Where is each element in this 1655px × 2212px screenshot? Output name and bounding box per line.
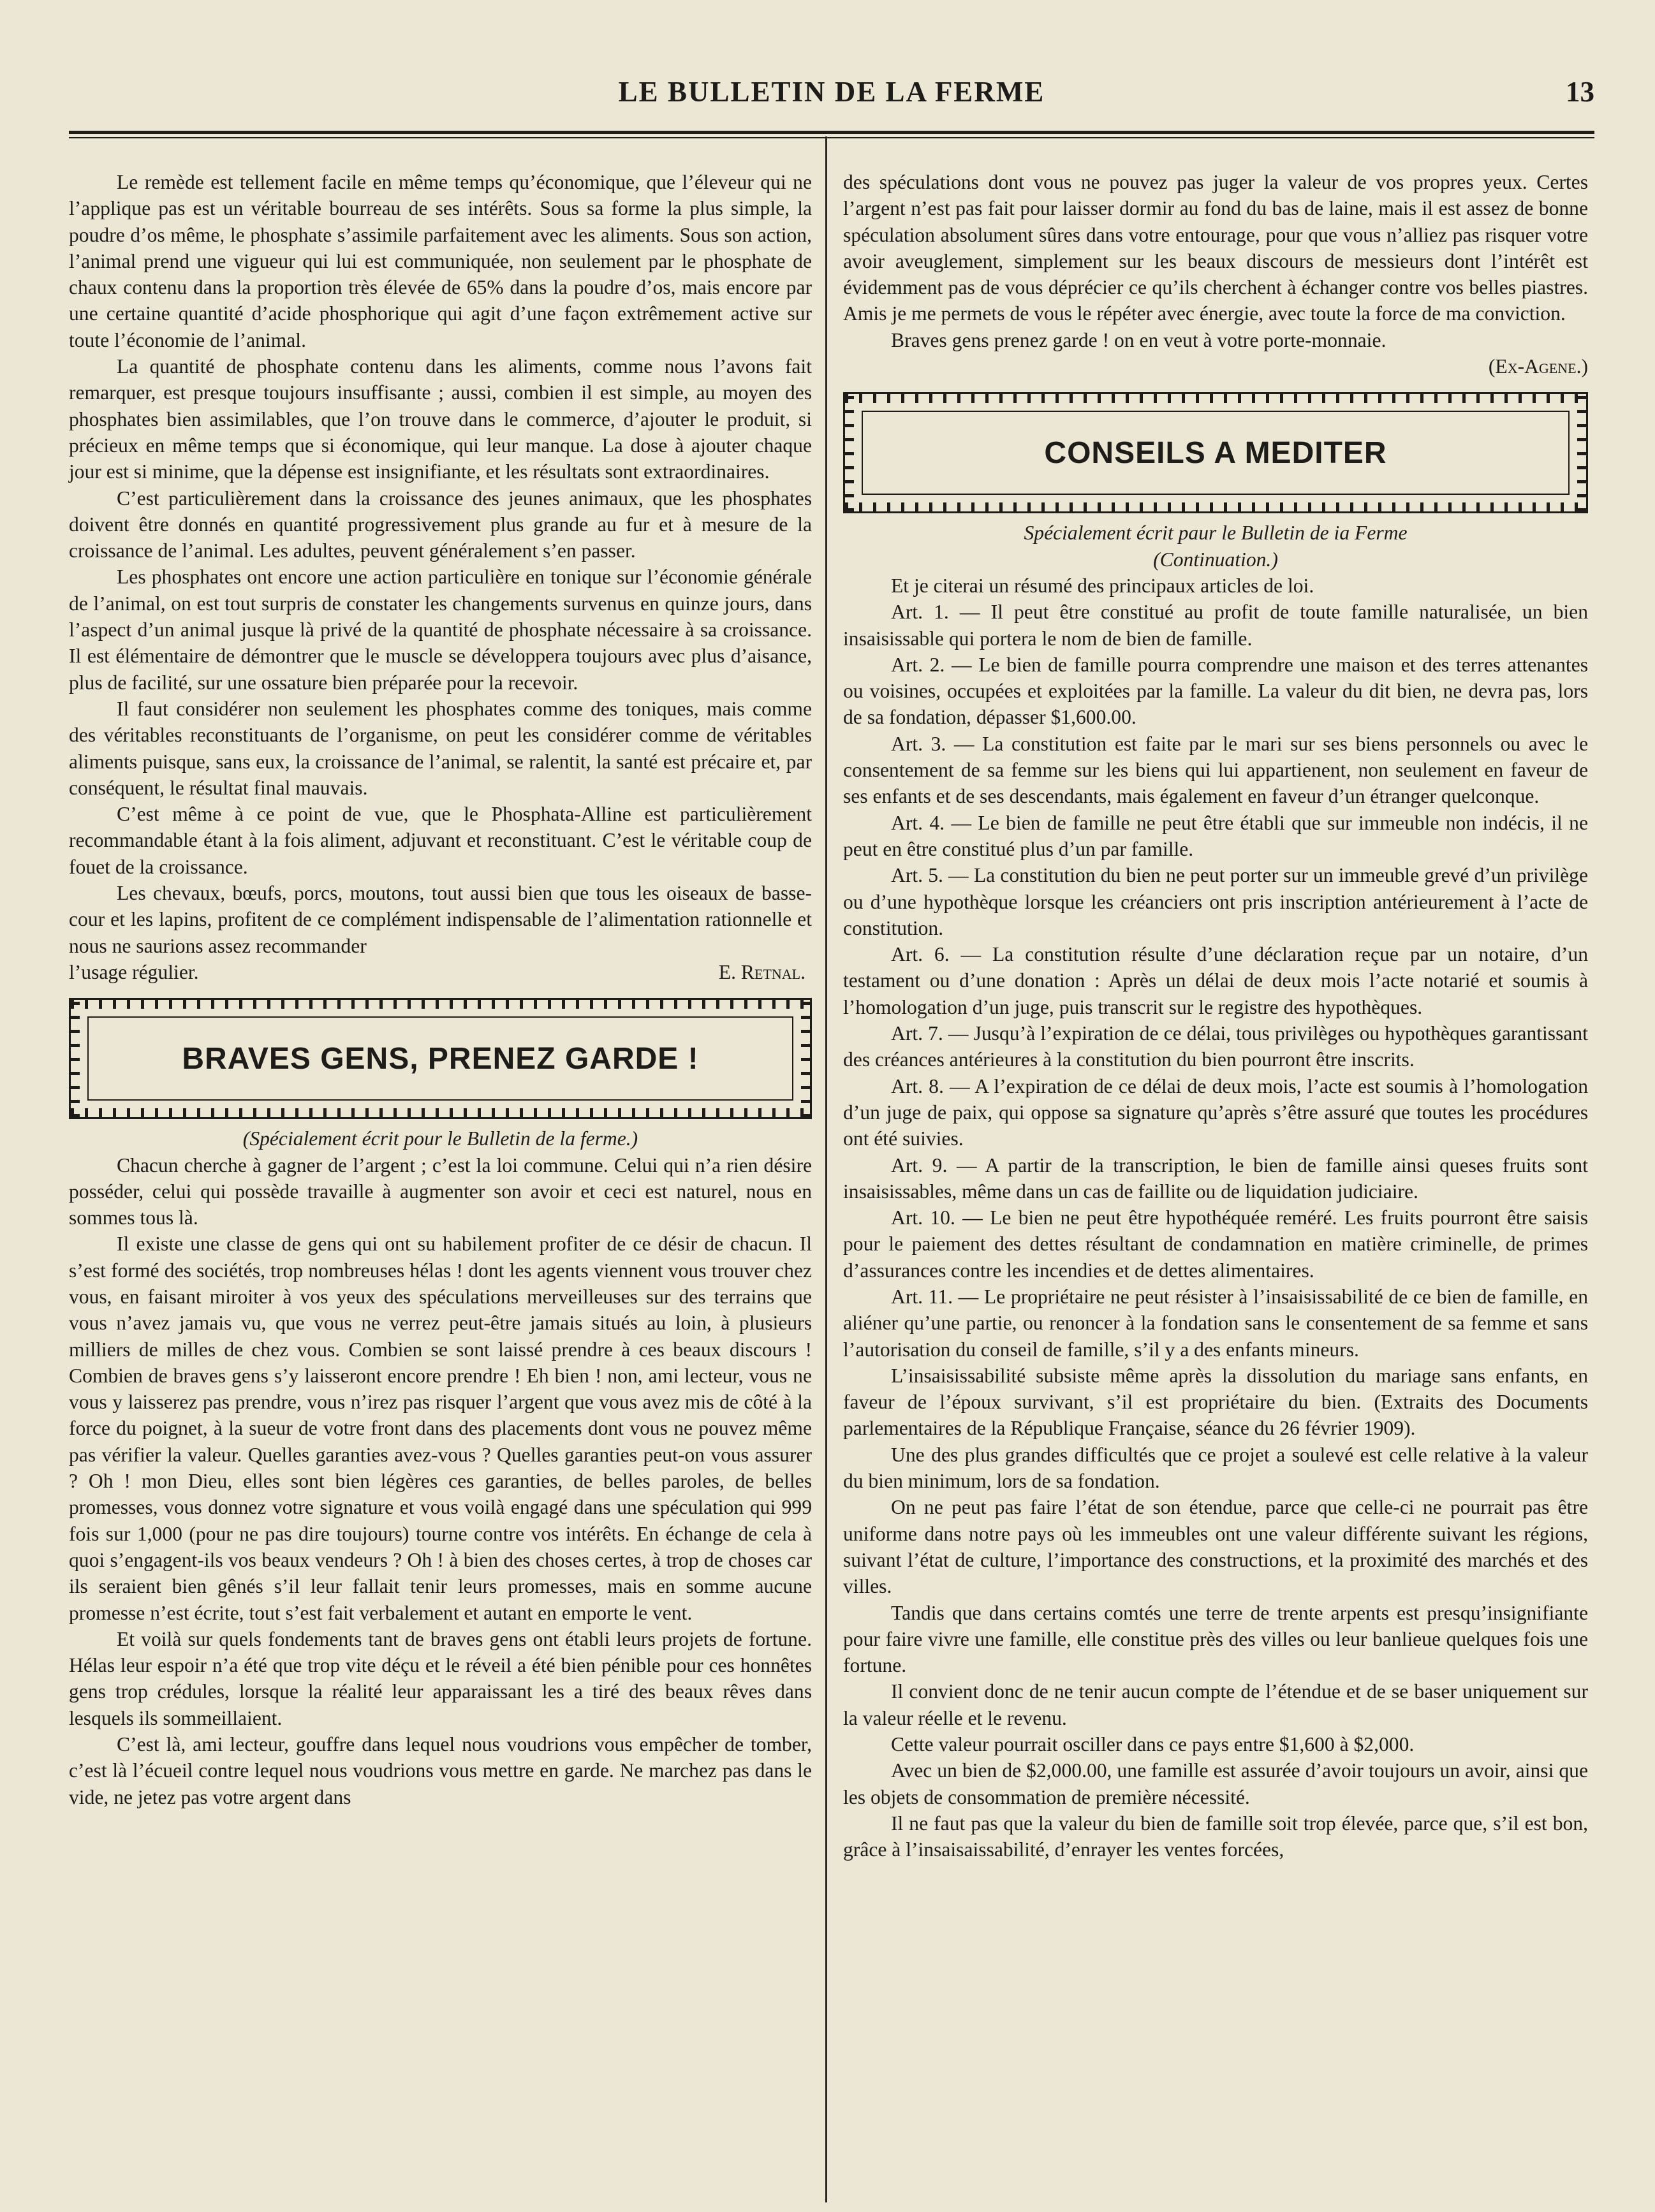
paragraph: On ne peut pas faire l’état de son étendue, parce que celle-ci ne pourrait pas être uniforme dans notre pays où les immeubles ont une valeur différente suivant les régions, suivant l’état de culture, l’importance des constructions, et la proximité des marchés et des villes. [843, 1496, 1588, 1598]
paragraph: Art. 7. — Jusqu’à l’expiration de ce délai, tous privilèges ou hypothèques garantissant des créances antérieures à la constitution du bien pourront être inscrits. [843, 1022, 1588, 1071]
paragraph: Il ne faut pas que la valeur du bien de famille soit trop élevée, parce que, s’il est bon, grâce à l’insaisaissabilité, d’enrayer les ventes forcées, [843, 1812, 1588, 1861]
paragraph: Art. 2. — Le bien de famille pourra comprendre une maison et des terres attenantes ou voisines, occupées et exploitées par la famille. La valeur du dit bien, ne devra pas, lors de sa fondation, dépasser $1,600.00. [843, 653, 1588, 729]
paragraph: Art. 1. — Il peut être constitué au profit de toute famille naturalisée, un bien insaisissable qui portera le nom de bien de famille. [843, 601, 1588, 650]
masthead-title: LE BULLETIN DE LA FERME [618, 76, 1045, 108]
paragraph: Art. 4. — Le bien de famille ne peut être établi que sur immeuble non indécis, il ne peut en être constitué plus d’un par famille. [843, 811, 1588, 860]
paragraph: Cette valeur pourrait osciller dans ce pays entre $1,600 à $2,000. [891, 1733, 1415, 1756]
author-signature: (Ex-Agene.) [1488, 355, 1588, 378]
left-column [69, 169, 812, 1810]
continuation-note: (Continuation.) [1153, 548, 1278, 571]
article-title: BRAVES GENS, PRENEZ GARDE ! [182, 1041, 699, 1076]
page-number: 13 [1566, 76, 1594, 108]
article-title: CONSEILS A MEDITER [1044, 436, 1387, 470]
last-line: l’usage régulier. [69, 960, 199, 983]
article-title-box [843, 392, 1588, 513]
header-rule [69, 131, 1594, 138]
article-title-frame [87, 1016, 793, 1101]
paragraph: Art. 6. — La constitution résulte d’une déclaration reçue par un notaire, d’un testament ou d’une donation : Après un délai de deux mois l’acte notarié et soumis à l’homologation d’un juge, puis transcrit sur le registre des hypothèques. [843, 943, 1588, 1018]
paragraph: Les chevaux, bœufs, porcs, moutons, tout aussi bien que tous les oiseaux de basse-cour et les lapins, profitent de ce complément indispensable de l’alimentation rationnelle et nous ne saurions assez recommander [69, 882, 812, 957]
paragraph: Art. 10. — Le bien ne peut être hypothéquée reméré. Les fruits pourront être saisis pour le paiement des dettes résultant de condamnation en matière criminelle, de primes d’assurances contre les incendies et de dettes alimentaires. [843, 1206, 1588, 1282]
paragraph: des spéculations dont vous ne pouvez pas juger la valeur de vos propres yeux. Certes l’argent n’est pas fait pour laisser dormir au fond du bas de laine, mais il est assez de bonne spéculation absolument sûres dans votre entourage, pour que vous n’alliez pas risquer votre avoir aveuglement, simplement sur les beaux discours de messieurs dont l’intérêt est évidemment pas de vous déprécier ce qu’ils cherchent à échanger contre vos belles piastres. Amis je me permets de vous le répéter avec énergie, avec toute la force de ma conviction. [843, 171, 1588, 325]
paragraph: C’est là, ami lecteur, gouffre dans lequel nous voudrions vous empêcher de tomber, c’est là l’écueil contre lequel nous voudrions vous mettre en garde. Ne marchez pas dans le vide, ne jetez pas votre argent dans [69, 1733, 812, 1808]
paragraph: Il existe une classe de gens qui ont su habilement profiter de ce désir de chacun. Il s’est formé des sociétés, trop nombreuses hélas ! dont les agents viennent vous trouver chez vous, en faisant miroiter à vos yeux des spéculations merveilleuses sur des terrains que vous n’avez jamais vu, que vous ne verrez peut-être jamais situés au loin, à plusieurs milliers de milles de chez vous. Combien se sont laissé prendre à ces beaux discours ! Combien de braves gens s’y laisseront encore prendre ! Eh bien ! non, ami lecteur, vous ne vous y laisserez pas prendre, vous n’irez pas risquer l’argent que vous avez mis de côté à la force du poignet, à la sueur de votre front dans des placements dont vous ne pouvez même pas vérifier la valeur. Quelles garanties avez-vous ? Quelles garanties peut-on vous assurer ? Oh ! mon Dieu, elles sont bien légères ces garanties, de belles paroles, de belles promesses, vous donnez votre signature et vous voilà engagé dans une spéculation qui 999 fois sur 1,000 (pour ne pas dire toujours) tourne contre vos intérêts. En échange de cela à quoi s’engagent-ils vos beaux vendeurs ? Oh ! à bien des choses certes, à trop de choses car ils seraient bien gênés s’il leur fallait tenir leurs promesses, mais en somme aucune promesse n’est écrite, tout s’est fait verbalement et autant en emporte le vent. [69, 1233, 812, 1624]
column-divider [825, 136, 827, 2202]
paragraph: Il faut considérer non seulement les phosphates comme des toniques, mais comme des véritables reconstituants de l’organisme, on peut les considérer comme de véritables aliments puisque, sans eux, la croissance de l’animal, se ralentit, la santé est précaire et, par conséquent, le résultat final mauvais. [69, 697, 812, 799]
paragraph: Les phosphates ont encore une action particulière en tonique sur l’économie générale de l’animal, on est tout surpris de constater les changements survenus en quinze jours, dans l’aspect d’un animal jusque là privé de la quantité de phosphate nécessaire à sa croissance. Il est élémentaire de démontrer que le muscle se développera toujours avec plus d’aisance, plus de facilité, sur une ossature bien préparée pour la recevoir. [69, 566, 812, 694]
paragraph: Art. 9. — A partir de la transcription, le bien de famille ainsi queses fruits sont insaisissables, même dans un cas de faillite ou de liquidation judiciaire. [843, 1154, 1588, 1203]
article-title-box [69, 998, 812, 1119]
article-subtitle: Spécialement écrit paur le Bulletin de ia Ferme [1024, 522, 1408, 545]
author-signature: E. Retnal. [718, 960, 805, 983]
paragraph: Le remède est tellement facile en même temps qu’économique, que l’éleveur qui ne l’applique pas est un véritable bourreau de ses intérêts. Sous sa forme la plus simple, la poudre d’os même, le phosphate s’assimile parfaitement avec les aliments. Sous son action, l’animal prend une vigueur qui lui est communiquée, non seulement par le phosphate de chaux contenu dans la proportion très élevée de 65% dans la poudre d’os, mais encore par une certaine quantité d’acide phosphorique qui agit d’une façon extrêmement active sur toute l’économie de l’animal. [69, 171, 812, 351]
paragraph: Braves gens prenez garde ! on en veut à votre porte-monnaie. [891, 328, 1387, 351]
paragraph: C’est même à ce point de vue, que le Phosphata-Alline est particulièrement recommandable étant à la fois aliment, adjuvant et reconstituant. C’est le véritable coup de fouet de la croissance. [69, 803, 812, 878]
paragraph: Chacun cherche à gagner de l’argent ; c’est la loi commune. Celui qui n’a rien désire posséder, celui qui possède travaille à augmenter son avoir et ceci est naturel, nous en sommes tous là. [69, 1154, 812, 1229]
paragraph: Une des plus grandes difficultés que ce projet a soulevé est celle relative à la valeur du bien minimum, lors de sa fondation. [843, 1443, 1588, 1493]
paragraph: Art. 8. — A l’expiration de ce délai de deux mois, l’acte est soumis à l’homologation d’un juge de paix, qui oppose sa signature qu’après s’être assuré que toutes les procédures ont été suivies. [843, 1074, 1588, 1150]
paragraph: Tandis que dans certains comtés une terre de trente arpents est presqu’insignifiante pour faire vivre une famille, elle constitue près des villes ou leur banlieue quelques fois une fortune. [843, 1601, 1588, 1677]
signature-line [69, 959, 812, 985]
paragraph: C’est particulièrement dans la croissance des jeunes animaux, que les phosphates doivent être donnés en quantité progressivement plus grande au fur et à mesure de la croissance de l’animal. Les adultes, peuvent généralement s’en passer. [69, 487, 812, 562]
paragraph: Il convient donc de ne tenir aucun compte de l’étendue et de se baser uniquement sur la valeur réelle et le revenu. [843, 1680, 1588, 1729]
article-subtitle: (Spécialement écrit pour le Bulletin de la ferme.) [242, 1127, 638, 1150]
paragraph: Art. 5. — La constitution du bien ne peut porter sur un immeuble grevé d’un privilège ou d’une hypothèque lorsque les créanciers ont pris inscription antérieurement à l’acte de constitution. [843, 864, 1588, 939]
paragraph: Art. 11. — Le propriétaire ne peut résister à l’insaisissabilité de ce bien de famille, en aliéner qu’une partie, ou renoncer à la fondation sans le consentement de sa femme et sans l’autorisation du conseil de famille, s’il y a des enfants mineurs. [843, 1285, 1588, 1361]
paragraph: L’insaisissabilité subsiste même après la dissolution du mariage sans enfants, en faveur de l’époux survivant, s’il est propriétaire du bien. (Extraits des Documents parlementaires de la République Française, séance du 26 février 1909). [843, 1364, 1588, 1440]
paragraph: Avec un bien de $2,000.00, une famille est assurée d’avoir toujours un avoir, ainsi que les objets de consommation de première nécessité. [843, 1759, 1588, 1808]
right-column [843, 169, 1588, 1863]
paragraph: La quantité de phosphate contenu dans les aliments, comme nous l’avons fait remarquer, est presque toujours insuffisante ; aussi, combien il est simple, au moyen des phosphates bien assimilables, que l’on trouve dans le commerce, d’ajouter le produit, si précieux en même temps que si économique, qui leur manque. La dose à ajouter chaque jour est si minime, que la dépense est insignifiante, et les résultats sont extraordinaires. [69, 355, 812, 483]
paragraph: Et je citerai un résumé des principaux articles de loi. [891, 574, 1314, 597]
paragraph: Et voilà sur quels fondements tant de braves gens ont établi leurs projets de fortune. Hélas leur espoir n’a été que trop vite déçu et le réveil a été bien pénible pour ces honnêtes gens trop crédules, lorsque la réalité leur apparaissant les a tiré des beaux rêves dans lesquels ils sommeillaient. [69, 1627, 812, 1729]
paragraph: Art. 3. — La constitution est faite par le mari sur ses biens personnels ou avec le consentement de sa femme sur les biens qui lui appartienent, non seulement en faveur de ses enfants et de ses descendants, mais également en faveur d’un étranger quelconque. [843, 732, 1588, 808]
page-header [69, 75, 1594, 114]
article-title-frame [862, 411, 1570, 495]
